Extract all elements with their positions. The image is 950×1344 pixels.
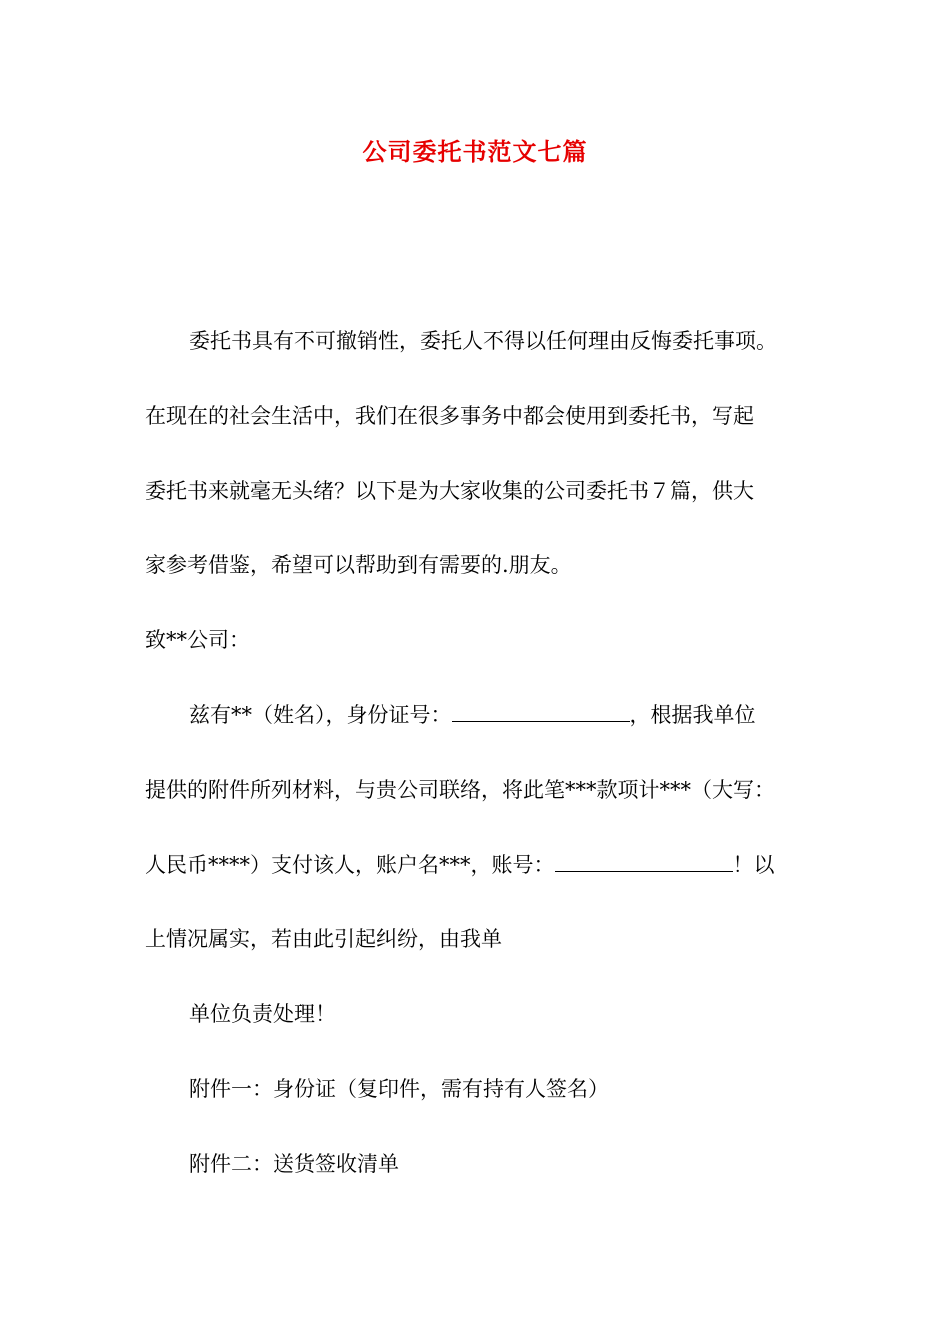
document-title: 公司委托书范文七篇: [362, 137, 588, 166]
letter-line-1-text-b: ，根据我单位: [629, 703, 756, 727]
letter-line-3: [145, 850, 815, 880]
attachment-2: 附件二：送货签收清单: [189, 1152, 399, 1176]
letter-line-4: 上情况属实，若由此引起纠纷，由我单: [145, 927, 502, 951]
letter-line-2: 提供的附件所列材料，与贵公司联络，将此笔***款项计***（大写：: [145, 778, 775, 802]
paragraph-line-3: 委托书来就毫无头绪？以下是为大家收集的公司委托书７篇，供大: [145, 479, 754, 503]
letter-line-3-text-b: ！以: [732, 853, 775, 877]
account-number-blank: [555, 851, 733, 872]
attachment-1: 附件一：身份证（复印件，需有持有人签名）: [189, 1077, 609, 1101]
paragraph-line-1: 委托书具有不可撤销性，委托人不得以任何理由反悔委托事项。: [189, 329, 777, 353]
paragraph-line-2: 在现在的社会生活中，我们在很多事务中都会使用到委托书，写起: [145, 404, 754, 428]
letter-line-1-text-a: 兹有**（姓名），身份证号：: [189, 703, 452, 727]
paragraph-line-4: 家参考借鉴，希望可以帮助到有需要的.朋友。: [145, 553, 572, 577]
letter-line-1: [189, 700, 815, 730]
salutation-line: 致**公司：: [145, 628, 250, 652]
letter-line-3-text-a: 人民币****）支付该人，账户名***，账号：: [145, 853, 555, 877]
letter-line-5: 单位负责处理！: [189, 1002, 336, 1026]
id-number-blank: [452, 701, 630, 722]
